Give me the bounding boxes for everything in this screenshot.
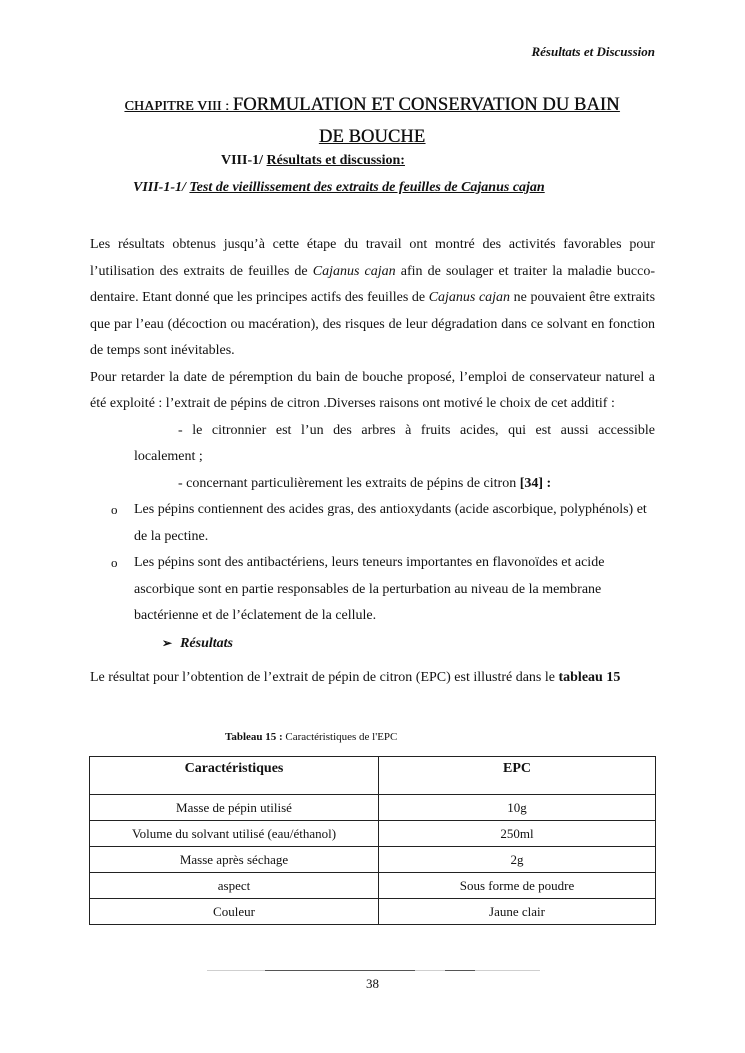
species-name: Cajanus cajan: [312, 263, 396, 279]
table-row: [90, 821, 656, 847]
chapter-title-line2: DE BOUCHE: [318, 127, 426, 147]
table-row: [90, 795, 656, 821]
column-header: Caractéristiques: [90, 757, 379, 795]
arrow-icon: ➢: [162, 635, 173, 650]
chapter-label: CHAPITRE VIII :: [124, 99, 233, 114]
table-caption: [225, 731, 397, 743]
table-cell: 2g: [379, 847, 656, 873]
dash-item-text: - concernant particulièrement les extraits de pépins de citron: [178, 475, 520, 491]
table-caption-label: Tableau 15 :: [225, 731, 286, 743]
table-reference: tableau 15: [558, 670, 621, 685]
dash-item: [90, 471, 655, 498]
characteristics-table: [89, 756, 656, 925]
result-sentence: Le résultat pour l’obtention de l’extrait de pépin de citron (EPC) est illustré dans le: [90, 670, 559, 685]
chapter-title: [92, 90, 652, 153]
paragraph-intro: [90, 232, 655, 365]
paragraph-result: [90, 665, 655, 692]
column-header: EPC: [379, 757, 656, 795]
table-cell: 250ml: [379, 821, 656, 847]
table-cell: Masse de pépin utilisé: [90, 795, 379, 821]
list-item: [90, 497, 655, 550]
table-cell: Jaune clair: [379, 899, 656, 925]
section-number: VIII-1/: [221, 153, 267, 168]
dash-item-line1: - le citronnier est l’un des arbres à fruits acides, qui est aussi accessible: [178, 422, 655, 438]
table-row: [90, 873, 656, 899]
list-item-text: Les pépins contiennent des acides gras, des antioxydants (acide ascorbique, polyphénols) et de la pectine.: [134, 502, 647, 544]
paragraph-conservation: Pour retarder la date de péremption du bain de bouche proposé, l’emploi de conservateur naturel a été exploité : l’extrait de pépins de citron .Diverses raisons ont motivé le choix de cet additif :: [90, 369, 655, 411]
list-item: [90, 550, 655, 630]
table-header-row: [90, 757, 656, 795]
table-row: [90, 899, 656, 925]
species-name: Cajanus cajan: [428, 290, 511, 305]
list-item-text: Les pépins sont des antibactériens, leurs teneurs importantes en flavonoïdes et acide ascorbique sont en partie responsables de la perturbation au niveau de la membrane bactérienne et de l’éclatement de la cellule.: [134, 555, 605, 623]
table-cell: 10g: [379, 795, 656, 821]
results-heading: [90, 630, 655, 658]
table-cell: Volume du solvant utilisé (eau/éthanol): [90, 821, 379, 847]
paragraph-intro-part1: Les résultats obtenus jusqu’à cette étape du travail ont montré des activités favorables pour l’utilisation des extraits de feuilles de: [90, 237, 655, 279]
subsection-heading: [133, 180, 545, 196]
table-cell: Masse après séchage: [90, 847, 379, 873]
reference: [34] :: [519, 475, 552, 491]
section-heading: [221, 153, 405, 169]
page-number: 38: [366, 976, 379, 991]
body-text: [90, 232, 655, 692]
chapter-title-line1: FORMULATION ET CONSERVATION DU BAIN: [232, 95, 620, 115]
paragraph-intro-part3: ne pouvaient être extraits que par l’eau (décoction ou macération), des risques de leur dégradation dans ce solvant en fonction de temps sont inévitables.: [90, 290, 656, 358]
table-row: [90, 847, 656, 873]
table-caption-text: Caractéristiques de l'EPC: [285, 731, 398, 743]
bullet-icon: o: [111, 502, 118, 517]
running-header: Résultats et Discussion: [531, 44, 655, 59]
section-title: Résultats et discussion:: [266, 153, 405, 168]
table-cell: Couleur: [90, 899, 379, 925]
table-cell: Sous forme de poudre: [379, 873, 656, 899]
footer-divider: [207, 970, 540, 971]
subsection-number: VIII-1-1/: [133, 180, 190, 195]
paragraph-intro-part2: afin de soulager et traiter la maladie bucco-dentaire. Etant donné que les principes actifs des feuilles de: [90, 263, 656, 305]
results-label: Résultats: [180, 635, 233, 651]
bullet-icon: o: [111, 555, 118, 570]
dash-item-line2: localement ;: [134, 449, 203, 464]
subsection-title: Test de vieillissement des extraits de feuilles de Cajanus cajan: [189, 180, 545, 195]
table-cell: aspect: [90, 873, 379, 899]
